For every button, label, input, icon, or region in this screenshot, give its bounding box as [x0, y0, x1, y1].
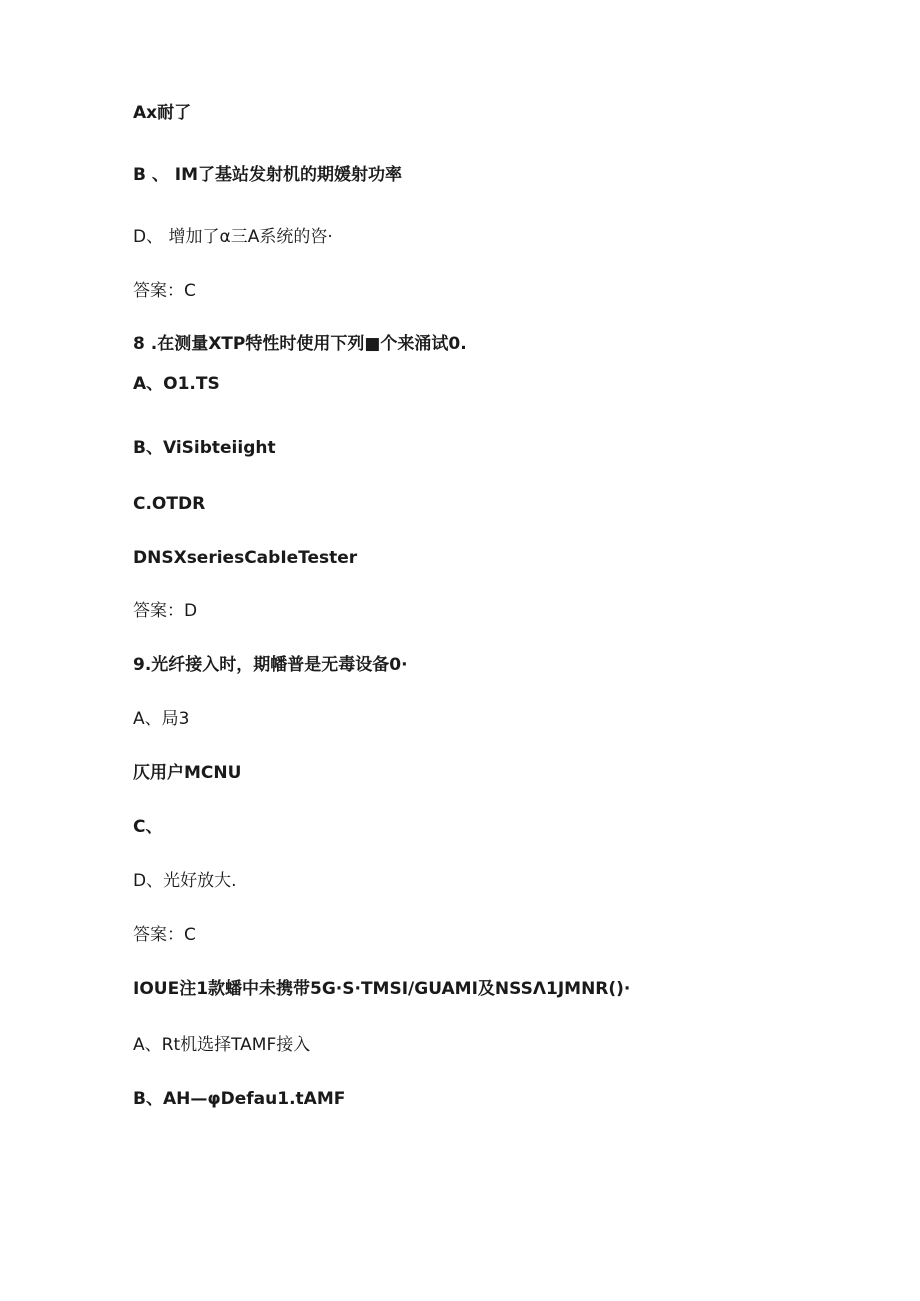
q10-option-a: A、Rt机选择TAMF接入 — [133, 1035, 311, 1055]
q8-option-a: A、O1.TS — [133, 374, 220, 394]
q8-option-d: DNSXseriesCabIeTester — [133, 548, 358, 568]
option-d-line: D、 增加了α三A系统的咨· — [133, 227, 333, 247]
q9-option-a: A、局3 — [133, 709, 190, 729]
option-a-line: Ax耐了 — [133, 103, 192, 123]
option-b-line: B 、 IM了基站发射机的期媛射功率 — [133, 165, 403, 185]
q8-answer: 答案：D — [133, 601, 198, 621]
question-9: 9.光纤接入时，期幡普是无毒设备0· — [133, 655, 408, 675]
q9-option-c: C、 — [133, 817, 163, 837]
q8-option-c: C.OTDR — [133, 494, 206, 514]
question-10: IOUE注1款蟠中未携带5G·S·TMSI/GUAMI及NSSΛ1JMNR()· — [133, 979, 631, 999]
q8-option-b: B、ViSibteiight — [133, 438, 276, 458]
q9-answer: 答案：C — [133, 925, 196, 945]
question-8: 8 .在测量XTP特性时使用下列■个来涌试0. — [133, 334, 467, 354]
q9-option-b: 仄用户MCNU — [133, 763, 242, 783]
q9-option-d: D、光好放大. — [133, 871, 237, 891]
q10-option-b: B、AH—φDefau1.tAMF — [133, 1089, 346, 1109]
answer-line: 答案：C — [133, 281, 196, 301]
